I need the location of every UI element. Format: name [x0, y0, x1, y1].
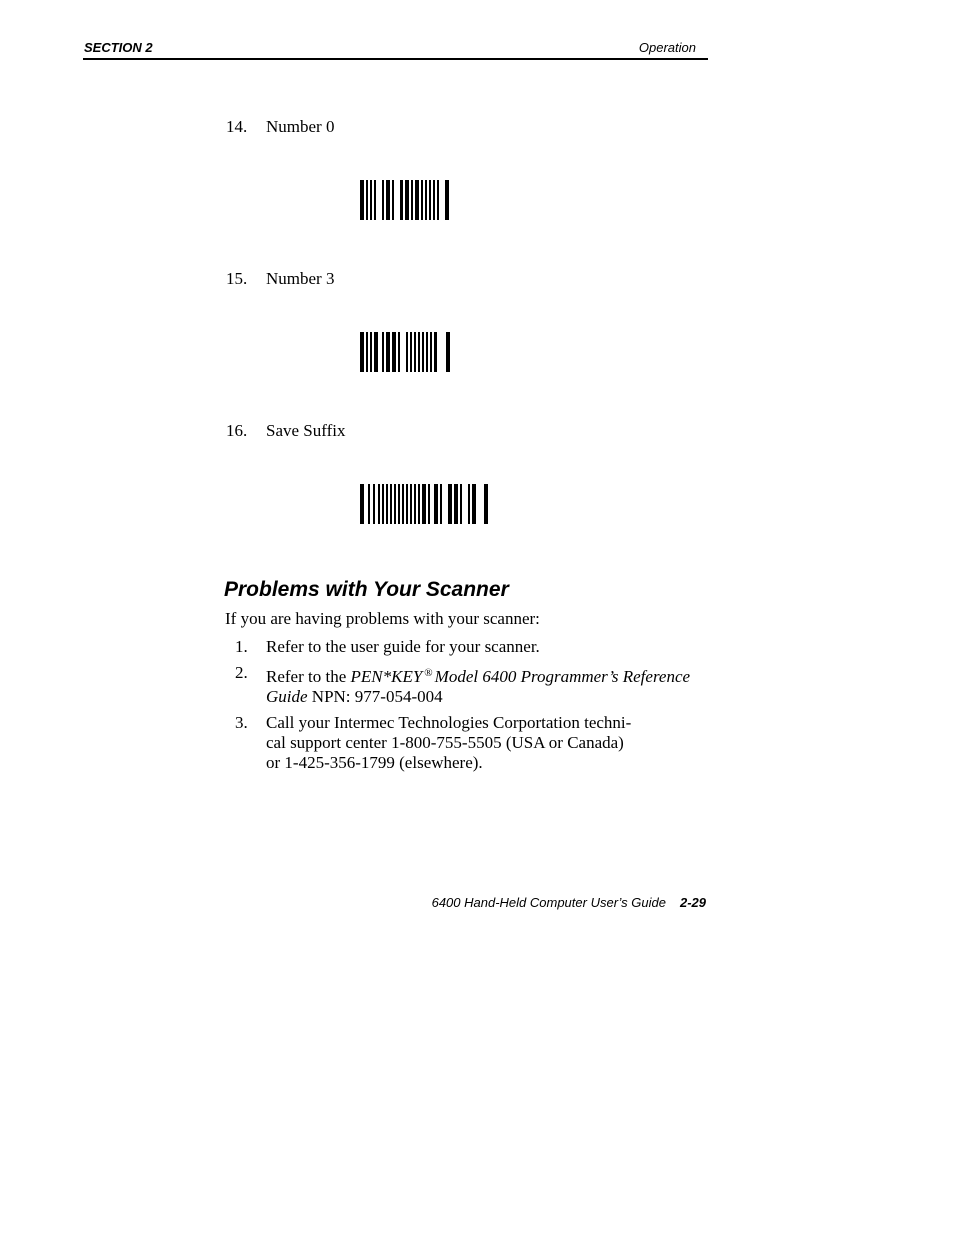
step-number: 16.	[226, 421, 248, 440]
step-16	[226, 421, 346, 441]
problems-list	[235, 637, 715, 779]
step-14	[226, 117, 334, 137]
step-number: 15.	[226, 269, 248, 288]
guide-title-penkey: PEN*KEY	[350, 667, 423, 686]
step-number: 14.	[226, 117, 248, 136]
step-15	[226, 269, 334, 289]
list-item-text-pre: Refer to the	[266, 667, 351, 686]
list-item-line: or 1-425-356-1799 (elsewhere).	[266, 753, 483, 772]
list-item	[235, 663, 715, 707]
step-label: Save Suffix	[266, 421, 346, 440]
list-item-text-post: NPN: 977-054-004	[307, 687, 443, 706]
step-label: Number 0	[266, 117, 335, 136]
barcode-save-suffix	[360, 484, 492, 524]
list-item	[235, 637, 715, 657]
barcode-number-3-graphic	[360, 332, 452, 372]
header-rule	[83, 58, 708, 60]
problems-intro: If you are having problems with your scanner:	[225, 609, 540, 628]
list-item-line: cal support center 1-800-755-5505 (USA or Canada)	[266, 733, 624, 752]
list-item-text: Refer to the user guide for your scanner.	[266, 637, 540, 656]
guide-title: Model 6400 Programmer’s Reference Guide	[266, 667, 691, 706]
barcode-save-suffix-graphic	[360, 484, 492, 524]
list-item-number: 2.	[235, 663, 248, 682]
barcode-number-0-graphic	[360, 180, 452, 220]
page-number: 2-29	[679, 895, 706, 910]
footer-title: 6400 Hand-Held Computer User’s Guide	[431, 895, 666, 910]
registered-mark: ®	[424, 667, 433, 679]
section-topic: Operation	[638, 40, 696, 55]
section-label: SECTION 2	[84, 40, 153, 55]
list-item-number: 1.	[235, 637, 248, 656]
barcode-number-3	[360, 332, 452, 372]
step-label: Number 3	[266, 269, 335, 288]
list-item	[235, 713, 715, 773]
list-item-number: 3.	[235, 713, 248, 732]
page-footer	[380, 895, 706, 910]
list-item-line: Call your Intermec Technologies Corportation techni-	[266, 713, 632, 732]
barcode-number-0	[360, 180, 452, 220]
problems-heading: Problems with Your Scanner	[224, 578, 509, 601]
